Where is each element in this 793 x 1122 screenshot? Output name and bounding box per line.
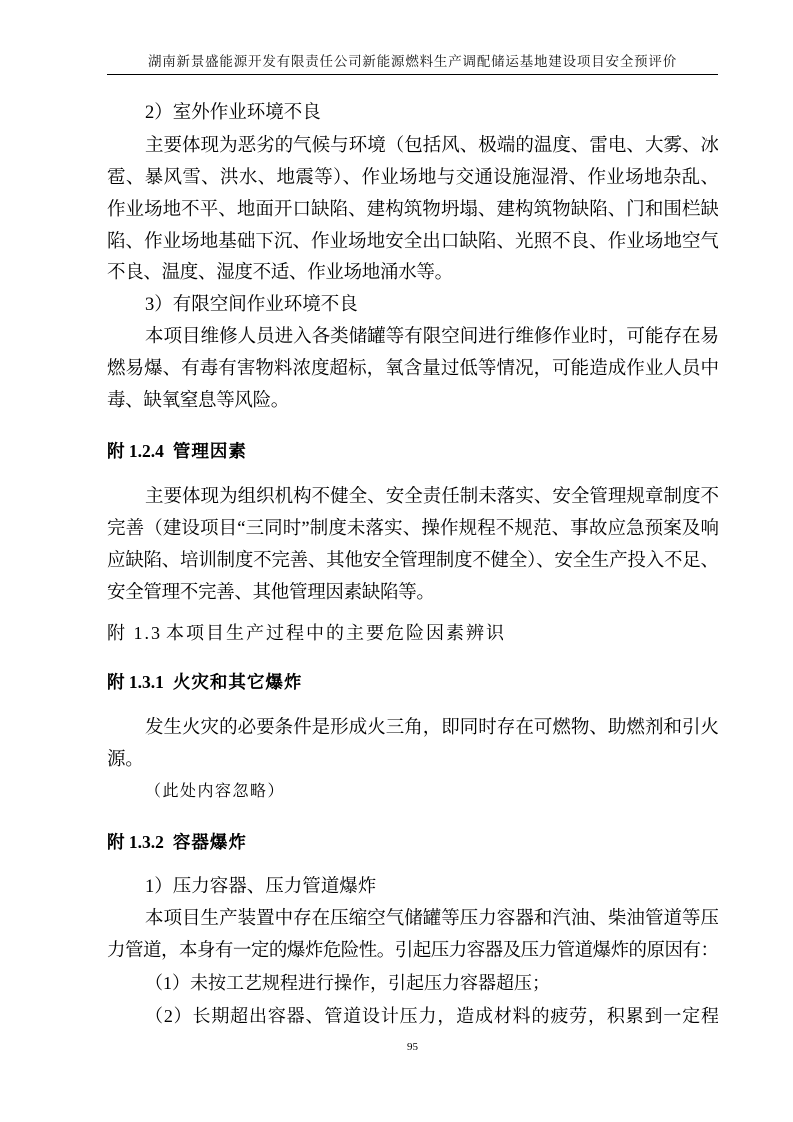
outdoor-environment-line: 主要体现为恶劣的气候与环境（包括风、极端的温度、雷电、大雾、冰: [145, 136, 718, 156]
heading-title: 容器爆炸: [172, 832, 247, 852]
fire-explosion-line: 发生火灾的必要条件是形成火三角，即同时存在可燃物、助燃剂和引火: [145, 718, 718, 738]
confined-space-line: 燃易爆、有毒有害物料浓度超标，氧含量过低等情况，可能造成作业人员中: [107, 359, 718, 379]
outdoor-environment-line: 雹、暴风雪、洪水、地震等）、作业场地与交通设施湿滑、作业场地杂乱、: [107, 168, 718, 188]
management-heading: [107, 435, 718, 467]
omitted-content-note: （此处内容忽略）: [145, 783, 286, 800]
confined-space-line: 本项目维修人员进入各类储罐等有限空间进行维修作业时，可能存在易: [145, 327, 718, 347]
header-rule: [107, 74, 718, 75]
vessel-explosion-heading: [107, 826, 718, 858]
heading-title: 本项目生产过程中的主要危险因素辨识: [166, 623, 506, 643]
management-line: 安全管理不完善、其他管理因素缺陷等。: [107, 583, 435, 603]
management-line: 主要体现为组织机构不健全、安全责任制未落实、安全管理规章制度不: [145, 487, 718, 507]
heading-number: 附 1.3.1: [107, 672, 164, 692]
confined-space-title: 3）有限空间作业环境不良: [145, 295, 358, 315]
vessel-explosion-line: 本项目生产装置中存在压缩空气储罐等压力容器和汽油、柴油管道等压: [145, 909, 718, 929]
outdoor-environment-line: 陷、作业场地基础下沉、作业场地安全出口缺陷、光照不良、作业场地空气: [107, 232, 718, 252]
header-title: 湖南新景盛能源开发有限责任公司新能源燃料生产调配储运基地建设项目安全预评价: [147, 54, 678, 69]
management-line: 应缺陷、培训制度不完善、其他安全管理制度不健全）、安全生产投入不足、: [107, 551, 718, 571]
cause-list-item: （1）未按工艺规程进行操作，引起压力容器超压；: [145, 973, 550, 993]
management-line: 完善（建设项目“三同时”制度未落实、操作规程不规范、事故应急预案及响: [107, 519, 718, 539]
fire-explosion-heading: [107, 666, 718, 698]
heading-title: 火灾和其它爆炸: [172, 672, 303, 692]
outdoor-environment-title: 2）室外作业环境不良: [145, 103, 321, 123]
hazard-identification-heading: [107, 617, 718, 649]
fire-explosion-line: 源。: [107, 750, 144, 770]
heading-number: 附 1.3.2: [107, 832, 164, 852]
confined-space-line: 毒、缺氧窒息等风险。: [107, 391, 290, 411]
heading-number: 附 1.2.4: [107, 441, 164, 461]
page-number: 95: [407, 1041, 418, 1053]
vessel-explosion-subtitle: 1）压力容器、压力管道爆炸: [145, 877, 377, 897]
outdoor-environment-line: 作业场地不平、地面开口缺陷、建构筑物坍塌、建构筑物缺陷、门和围栏缺: [107, 200, 718, 220]
heading-number: 附 1.3: [107, 623, 162, 643]
heading-title: 管理因素: [172, 441, 247, 461]
cause-list-item: （2）长期超出容器、管道设计压力，造成材料的疲劳，积累到一定程: [145, 1006, 718, 1026]
vessel-explosion-line: 力管道，本身有一定的爆炸危险性。引起压力容器及压力管道爆炸的原因有：: [107, 941, 718, 961]
outdoor-environment-line: 不良、温度、湿度不适、作业场地涌水等。: [107, 263, 453, 283]
